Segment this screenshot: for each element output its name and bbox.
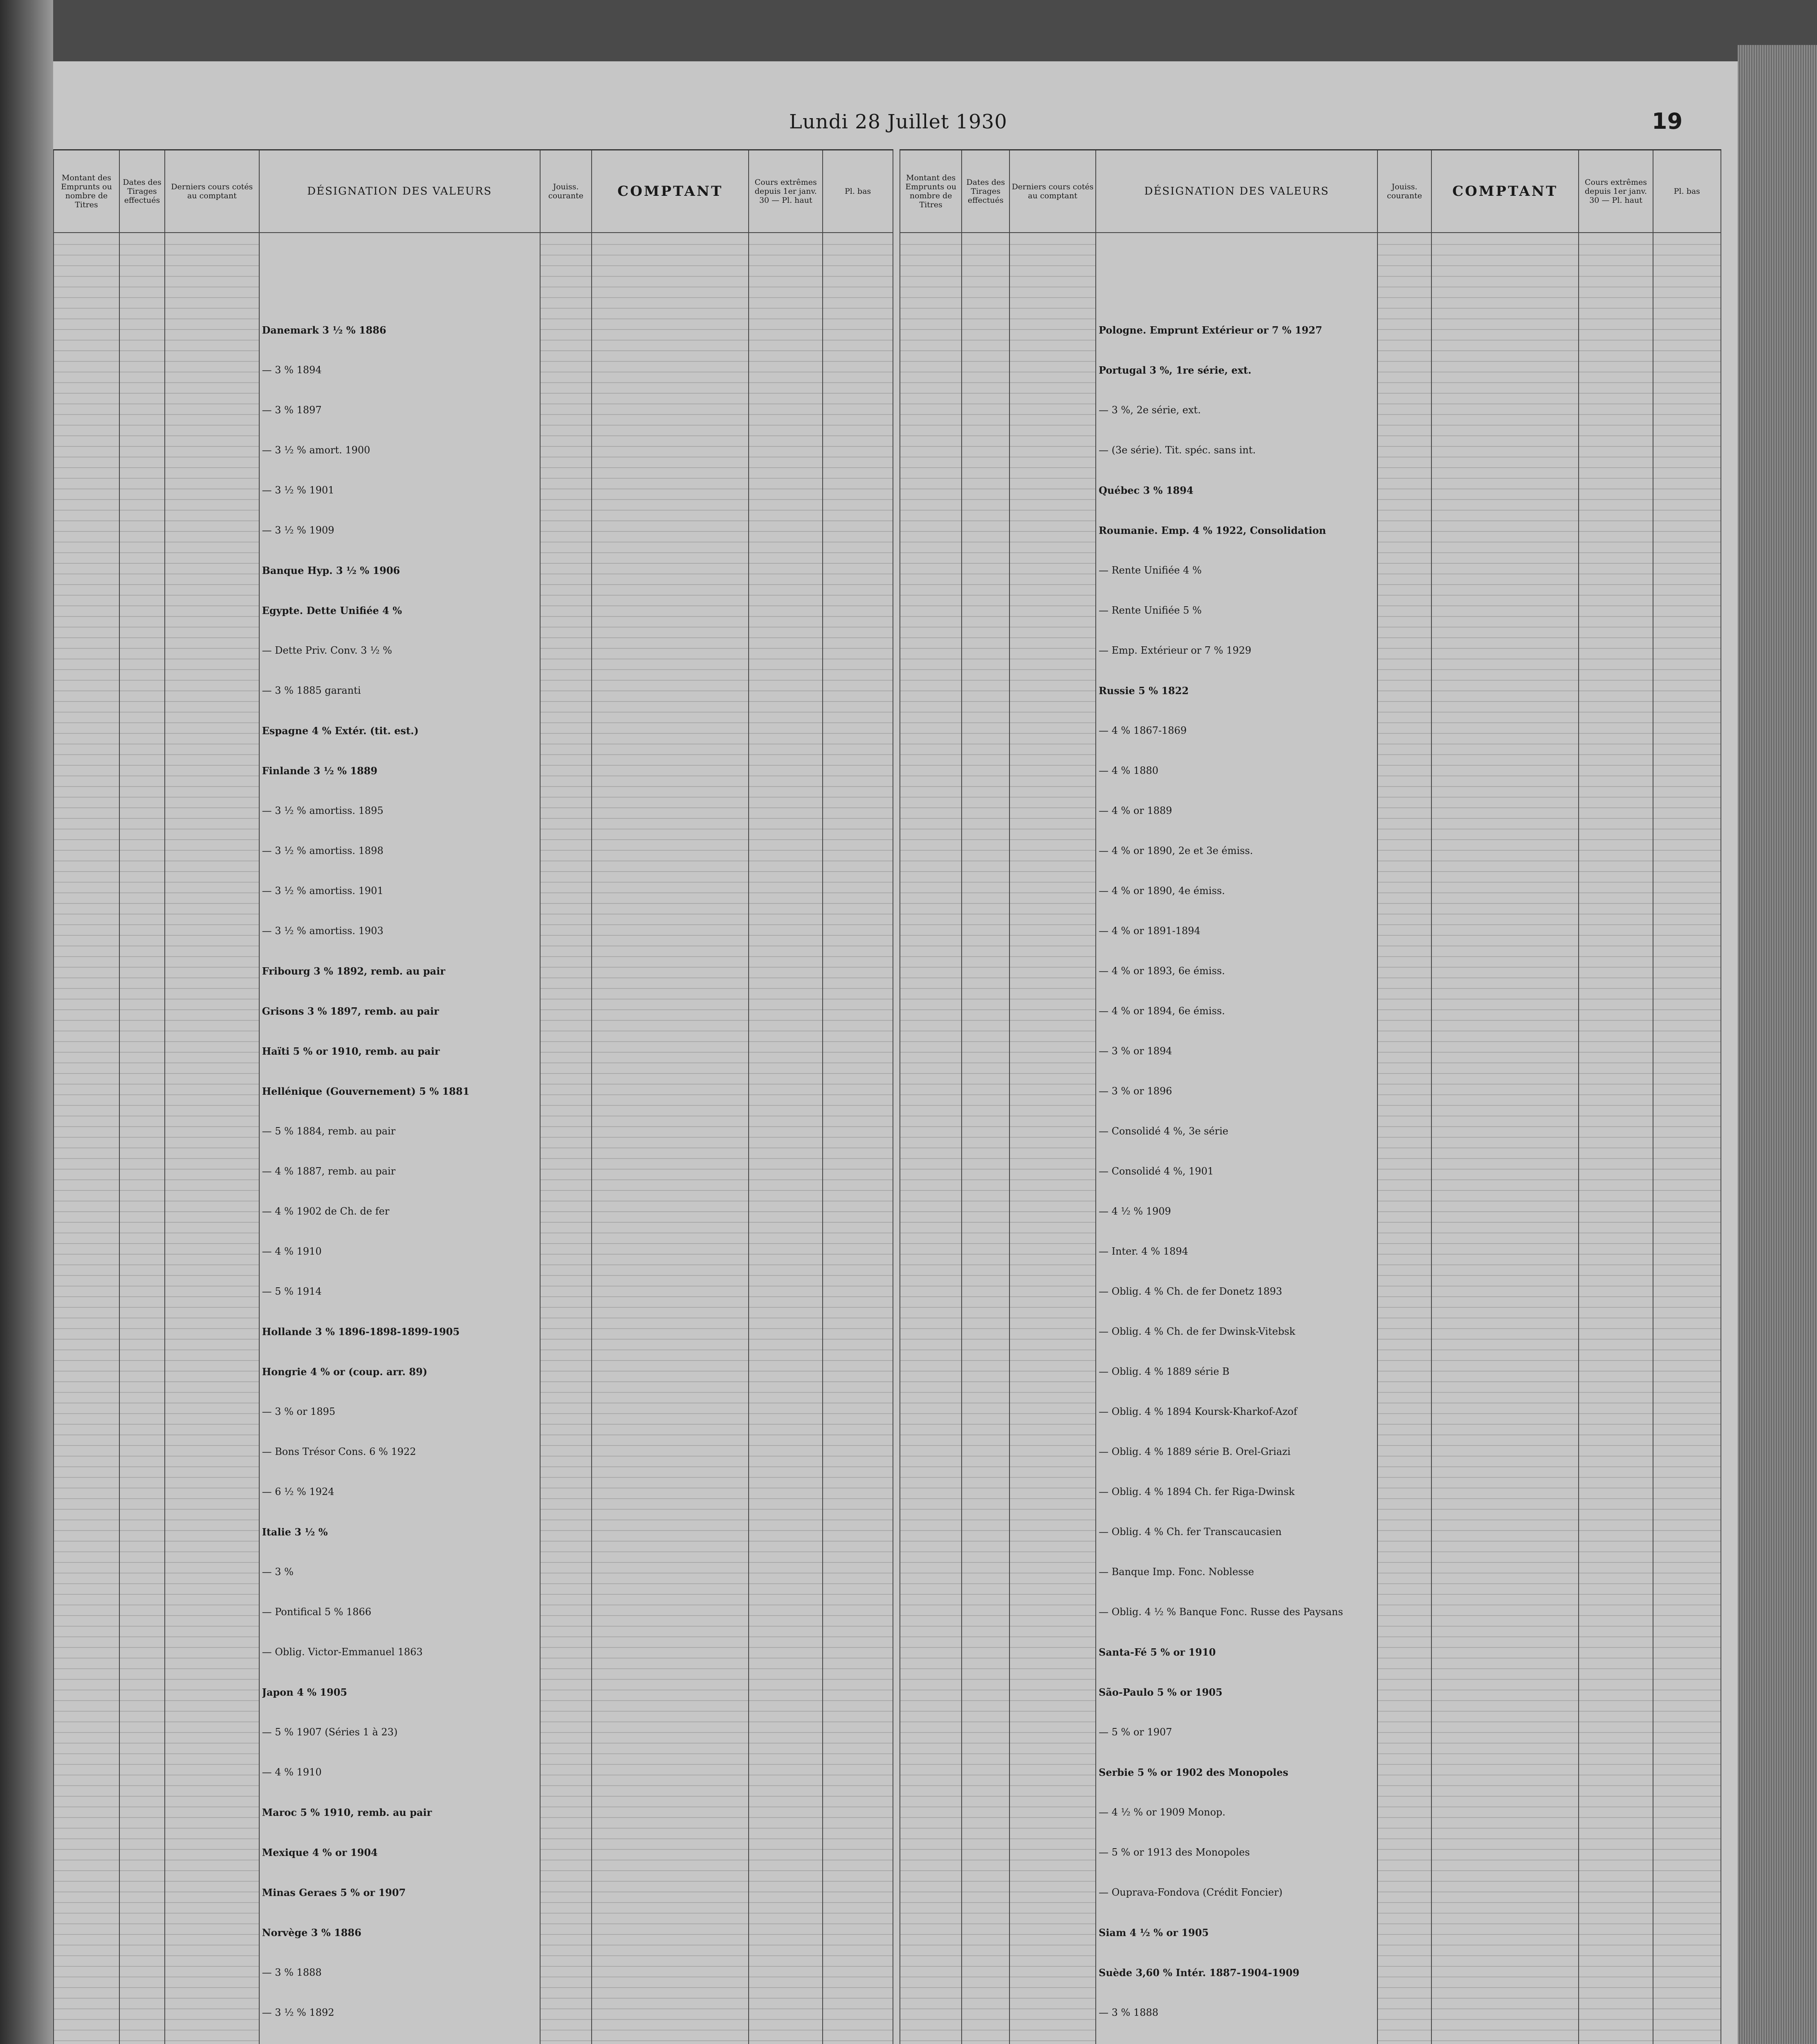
security-entry: — Oblig. 4 ½ % Banque Fonc. Russe des Paysans: [1099, 1606, 1343, 1618]
col-derniers: Derniers cours cotés au comptant: [165, 150, 259, 2044]
security-entry: — 4 % 1880: [1099, 765, 1159, 776]
security-entry: Hollande 3 % 1896-1898-1899-1905: [262, 1326, 460, 1338]
security-entry: — Oblig. 4 % Ch. fer Transcaucasien: [1099, 1526, 1282, 1537]
col-comptant-r: COMPTANT: [1432, 150, 1579, 2044]
security-entry: — 3 ½ % 1901: [262, 484, 334, 496]
security-entry: Grisons 3 % 1897, remb. au pair: [262, 1005, 439, 1017]
security-entry: — 4 % or 1889: [1099, 805, 1172, 816]
security-entry: — Inter. 4 % 1894: [1099, 1246, 1189, 1257]
security-entry: — 3 ½ % amortiss. 1901: [262, 885, 384, 896]
security-entry: — 3 % 1885 garanti: [262, 685, 361, 696]
col-derniers-r: Derniers cours cotés au comptant: [1010, 150, 1096, 2044]
col-dates: Dates des Tirages effectués: [120, 150, 165, 2044]
security-entry: — 6 ½ % 1924: [262, 1486, 334, 1497]
security-entry: — 3 ½ % 1909: [262, 524, 334, 536]
security-entry: Hellénique (Gouvernement) 5 % 1881: [262, 1085, 470, 1097]
security-entry: — Pontifical 5 % 1866: [262, 1606, 372, 1618]
security-entry: Portugal 3 %, 1re série, ext.: [1099, 364, 1252, 376]
book-spine: [0, 0, 53, 2044]
security-entry: — Oblig. 4 % Ch. de fer Dwinsk-Vitebsk: [1099, 1326, 1295, 1337]
security-entry: — 4 ½ % or 1909 Monop.: [1099, 1806, 1226, 1818]
security-entry: — Consolidé 4 %, 3e série: [1099, 1125, 1229, 1137]
security-entry: São-Paulo 5 % or 1905: [1099, 1686, 1223, 1698]
right-table: [900, 149, 1721, 2044]
security-entry: Serbie 5 % or 1902 des Monopoles: [1099, 1766, 1288, 1778]
security-entry: — Oblig. 4 % 1894 Koursk-Kharkof-Azof: [1099, 1406, 1297, 1417]
security-entry: Hongrie 4 % or (coup. arr. 89): [262, 1366, 428, 1378]
security-entry: Québec 3 % 1894: [1099, 484, 1193, 496]
security-entry: — 3 % 1888: [262, 1967, 322, 1978]
security-entry: — 4 % 1910: [262, 1246, 322, 1257]
security-entry: — Bons Trésor Cons. 6 % 1922: [262, 1446, 416, 1457]
security-entry: — 3 ½ % amortiss. 1898: [262, 845, 384, 856]
security-entry: — Oblig. 4 % 1894 Ch. fer Riga-Dwinsk: [1099, 1486, 1295, 1497]
security-entry: — Rente Unifiée 4 %: [1099, 565, 1202, 576]
security-entry: — 3 ½ % amortiss. 1895: [262, 805, 384, 816]
security-entry: Espagne 4 % Extér. (tit. est.): [262, 725, 419, 737]
col-jouiss: Jouiss. courante: [541, 150, 592, 2044]
security-entry: Maroc 5 % 1910, remb. au pair: [262, 1806, 432, 1818]
col-pl-haut: Cours extrêmes depuis 1er janv. 30 — Pl. haut: [749, 150, 823, 2044]
security-entry: Banque Hyp. 3 ½ % 1906: [262, 565, 400, 576]
col-montant: Montant des Emprunts ou nombre de Titres: [53, 150, 120, 2044]
security-entry: Finlande 3 ½ % 1889: [262, 765, 378, 777]
security-entry: — Banque Imp. Fonc. Noblesse: [1099, 1566, 1254, 1578]
security-entry: — 3 ½ % amort. 1900: [262, 444, 370, 456]
security-entry: — Oblig. Victor-Emmanuel 1863: [262, 1646, 423, 1658]
security-entry: — 5 % 1914: [262, 1286, 322, 1297]
left-table: [53, 149, 893, 2044]
security-entry: Japon 4 % 1905: [262, 1686, 348, 1698]
ledger-page: [53, 61, 1738, 2044]
security-entry: — 4 ½ % 1909: [1099, 1206, 1171, 1217]
security-entry: — Oblig. 4 % Ch. de fer Donetz 1893: [1099, 1286, 1282, 1297]
col-pl-bas: Pl. bas: [823, 150, 893, 2044]
security-entry: — 3 % 1897: [262, 404, 322, 416]
security-entry: — 3 %, 2e série, ext.: [1099, 404, 1201, 416]
security-entry: — 5 % or 1907: [1099, 1726, 1172, 1738]
security-entry: Roumanie. Emp. 4 % 1922, Consolidation: [1099, 524, 1326, 536]
security-entry: — 4 % or 1890, 2e et 3e émiss.: [1099, 845, 1253, 856]
security-entry: — 4 % 1887, remb. au pair: [262, 1165, 396, 1177]
security-entry: — Emp. Extérieur or 7 % 1929: [1099, 645, 1252, 656]
security-entry: Siam 4 ½ % or 1905: [1099, 1927, 1209, 1939]
security-entry: Danemark 3 ½ % 1886: [262, 324, 386, 336]
page-edges: [1738, 45, 1817, 2044]
security-entry: — 3 % or 1895: [262, 1406, 336, 1417]
security-entry: — (3e série). Tit. spéc. sans int.: [1099, 444, 1256, 456]
security-entry: — 4 % or 1890, 4e émiss.: [1099, 885, 1225, 896]
security-entry: — 3 % or 1894: [1099, 1045, 1172, 1057]
security-entry: — 4 % or 1891-1894: [1099, 925, 1200, 937]
security-entry: Egypte. Dette Unifiée 4 %: [262, 605, 402, 616]
security-entry: Mexique 4 % or 1904: [262, 1847, 378, 1858]
security-entry: — Consolidé 4 %, 1901: [1099, 1165, 1214, 1177]
security-entry: — 4 % or 1893, 6e émiss.: [1099, 965, 1225, 977]
security-entry: — 4 % 1910: [262, 1766, 322, 1778]
col-pl-haut-r: Cours extrêmes depuis 1er janv. 30 — Pl. haut: [1579, 150, 1653, 2044]
security-entry: — 5 % or 1913 des Monopoles: [1099, 1847, 1250, 1858]
col-pl-bas-r: Pl. bas: [1653, 150, 1721, 2044]
security-entry: — 4 % or 1894, 6e émiss.: [1099, 1005, 1225, 1017]
col-comptant: COMPTANT: [592, 150, 749, 2044]
col-designation: DÉSIGNATION DES VALEURS Danemark 3 ½ % 1886 — 3 % 1894 — 3 % 1897 — 3 ½ % amort. 1900 — 3 ½ % 1901 — 3 ½ % 1909 Banque Hyp. 3 ½ % 1906 Egypte. Dette Unifiée 4 % — Dette Priv. Conv. 3 ½ % — 3 % 1885 garanti Espagne 4 % Extér. (tit. est.) Finlande 3 ½ % 1889 — 3 ½ % amortiss. 1895 — 3 ½ % amortiss. 1898 — 3 ½ % amortiss. 1901 — 3 ½ % amortiss. 1903 Fribourg 3 % 1892, remb. au pair Grisons 3 % 1897, remb. au pair Haïti 5 % or 1910, remb. au pair Hellénique (Gouvernement) 5 % 1881 — 5 % 1884, remb. au pair — 4 % 1887, remb. au pair — 4 % 1902 de Ch. de fer — 4 % 1910 — 5 % 1914 Hollande 3 % 1896-1898-1899-1905 Hongrie 4 % or (coup. arr. 89) — 3 % or 1895 — Bons Trésor Cons. 6 % 1922 — 6 ½ % 1924 Italie 3 ½ % — 3 % — Pontifical 5 % 1866 — Oblig. Victor-Emmanuel 1863 Japon 4 % 1905 — 5 % 1907 (Séries 1 à 23) — 4 % 1910 Maroc 5 % 1910, remb. au pair Mexique 4 % or 1904 Minas Geraes 5 % or 1907 Norvège 3 % 1886 — 3 % 1888 — 3 ½ % 1892: [260, 150, 541, 2044]
security-entry: — 4 % 1902 de Ch. de fer: [262, 1206, 390, 1217]
security-entry: Pologne. Emprunt Extérieur or 7 % 1927: [1099, 324, 1322, 336]
col-jouiss-r: Jouiss. courante: [1378, 150, 1431, 2044]
security-entry: Suède 3,60 % Intér. 1887-1904-1909: [1099, 1967, 1300, 1979]
security-entry: Norvège 3 % 1886: [262, 1927, 361, 1939]
security-entry: — 5 % 1907 (Séries 1 à 23): [262, 1726, 398, 1738]
security-entry: — Ouprava-Fondova (Crédit Foncier): [1099, 1887, 1283, 1898]
security-entry: — Rente Unifiée 5 %: [1099, 605, 1202, 616]
security-entry: Haïti 5 % or 1910, remb. au pair: [262, 1045, 440, 1057]
security-entry: — 3 % or 1896: [1099, 1085, 1172, 1097]
security-entry: Russie 5 % 1822: [1099, 685, 1189, 697]
col-designation-r: DÉSIGNATION DES VALEURS Pologne. Emprunt Extérieur or 7 % 1927 Portugal 3 %, 1re série, ext. — 3 %, 2e série, ext. — (3e série). Tit. spéc. sans int. Québec 3 % 1894 Roumanie. Emp. 4 % 1922, Consolidation — Rente Unifiée 4 % — Rente Unifiée 5 % — Emp. Extérieur or 7 % 1929 Russie 5 % 1822 — 4 % 1867-1869 — 4 % 1880 — 4 % or 1889 — 4 % or 1890, 2e et 3e émiss. — 4 % or 1890, 4e émiss. — 4 % or 1891-1894 — 4 % or 1893, 6e émiss. — 4 % or 1894, 6e émiss. — 3 % or 1894 — 3 % or 1896 — Consolidé 4 %, 3e série — Consolidé 4 %, 1901 — 4 ½ % 1909 — Inter. 4 % 1894 — Oblig. 4 % Ch. de fer Donetz 1893 — Oblig. 4 % Ch. de fer Dwinsk-Vitebsk — Oblig. 4 % 1889 série B — Oblig. 4 % 1894 Koursk-Kharkof-Azof — Oblig. 4 % 1889 série B. Orel-Griazi — Oblig. 4 % 1894 Ch. fer Riga-Dwinsk — Oblig. 4 % Ch. fer Transcaucasien — Banque Imp. Fonc. Noblesse — Oblig. 4 ½ % Banque Fonc. Russe des Paysans Santa-Fé 5 % or 1910 São-Paulo 5 % or 1905 — 5 % or 1907 Serbie 5 % or 1902 des Monopoles — 4 ½ % or 1909 Monop. — 5 % or 1913 des Monopoles — Ouprava-Fondova (Crédit Foncier) Siam 4 ½ % or 1905 Suède 3,60 % Intér. 1887-1904-1909 — 3 % 1888: [1096, 150, 1378, 2044]
col-dates-r: Dates des Tirages effectués: [962, 150, 1010, 2044]
security-entry: — 3 %: [262, 1566, 294, 1578]
page-number: 19: [1652, 108, 1683, 134]
security-entry: Santa-Fé 5 % or 1910: [1099, 1646, 1216, 1658]
security-entry: — 3 ½ % amortiss. 1903: [262, 925, 384, 937]
security-entry: — 3 % 1888: [1099, 2007, 1159, 2018]
page-date: Lundi 28 Juillet 1930: [789, 110, 1007, 133]
security-entry: Minas Geraes 5 % or 1907: [262, 1887, 406, 1898]
security-entry: — Oblig. 4 % 1889 série B: [1099, 1366, 1229, 1377]
security-entry: — 5 % 1884, remb. au pair: [262, 1125, 396, 1137]
security-entry: Italie 3 ½ %: [262, 1526, 328, 1538]
security-entry: — 3 ½ % 1892: [262, 2007, 334, 2018]
security-entry: — Oblig. 4 % 1889 série B. Orel-Griazi: [1099, 1446, 1291, 1457]
security-entry: — Dette Priv. Conv. 3 ½ %: [262, 645, 392, 656]
col-montant-r: Montant des Emprunts ou nombre de Titres: [900, 150, 962, 2044]
security-entry: Fribourg 3 % 1892, remb. au pair: [262, 965, 445, 977]
security-entry: — 4 % 1867-1869: [1099, 725, 1187, 736]
security-entry: — 3 % 1894: [262, 364, 322, 376]
